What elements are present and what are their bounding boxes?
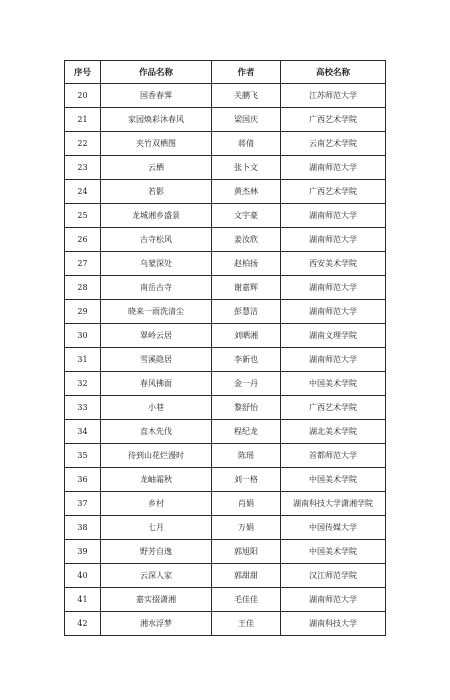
table-body — [65, 84, 386, 636]
university-cell: 湖南科技大学潇湘学院 — [281, 492, 386, 516]
work-title-cell: 云深人家 — [101, 564, 212, 588]
table-row — [65, 84, 386, 108]
table-row — [65, 300, 386, 324]
author-cell: 刘一格 — [212, 468, 281, 492]
author-cell: 彭慧洁 — [212, 300, 281, 324]
table-row — [65, 276, 386, 300]
author-cell: 文宇豪 — [212, 204, 281, 228]
serial-number-cell: 38 — [65, 516, 101, 540]
header-work-title: 作品名称 — [101, 61, 212, 84]
author-cell: 万娟 — [212, 516, 281, 540]
work-title-cell: 翠岭云居 — [101, 324, 212, 348]
serial-number-cell: 42 — [65, 612, 101, 636]
table-row — [65, 348, 386, 372]
university-cell: 中国美术学院 — [281, 540, 386, 564]
author-cell: 蒋倩 — [212, 132, 281, 156]
author-cell: 梁国庆 — [212, 108, 281, 132]
author-cell: 黎舒怡 — [212, 396, 281, 420]
serial-number-cell: 26 — [65, 228, 101, 252]
table-header-row — [65, 61, 386, 84]
serial-number-cell: 30 — [65, 324, 101, 348]
serial-number-cell: 22 — [65, 132, 101, 156]
author-cell: 毛佳佳 — [212, 588, 281, 612]
author-cell: 姜汝欣 — [212, 228, 281, 252]
author-cell: 刘晒湘 — [212, 324, 281, 348]
serial-number-cell: 23 — [65, 156, 101, 180]
university-cell: 首都师范大学 — [281, 444, 386, 468]
work-title-cell: 古寺松风 — [101, 228, 212, 252]
serial-number-cell: 41 — [65, 588, 101, 612]
university-cell: 湖南文理学院 — [281, 324, 386, 348]
table-row — [65, 444, 386, 468]
work-title-cell: 家园焕彩沐春风 — [101, 108, 212, 132]
header-university: 高校名称 — [281, 61, 386, 84]
author-cell: 金一丹 — [212, 372, 281, 396]
university-cell: 江苏师范大学 — [281, 84, 386, 108]
serial-number-cell: 34 — [65, 420, 101, 444]
author-cell: 赵柏扬 — [212, 252, 281, 276]
table-row — [65, 492, 386, 516]
university-cell: 中国美术学院 — [281, 372, 386, 396]
university-cell: 湖南师范大学 — [281, 348, 386, 372]
university-cell: 云南艺术学院 — [281, 132, 386, 156]
serial-number-cell: 29 — [65, 300, 101, 324]
author-cell: 郭甜甜 — [212, 564, 281, 588]
university-cell: 中国传媒大学 — [281, 516, 386, 540]
author-cell: 谢嘉辉 — [212, 276, 281, 300]
university-cell: 广西艺术学院 — [281, 108, 386, 132]
serial-number-cell: 40 — [65, 564, 101, 588]
table-row — [65, 468, 386, 492]
university-cell: 广西艺术学院 — [281, 180, 386, 204]
work-title-cell: 湘水浮梦 — [101, 612, 212, 636]
university-cell: 湖南科技大学 — [281, 612, 386, 636]
author-cell: 王佳 — [212, 612, 281, 636]
university-cell: 中国美术学院 — [281, 468, 386, 492]
serial-number-cell: 28 — [65, 276, 101, 300]
work-title-cell: 国香春霁 — [101, 84, 212, 108]
work-title-cell: 七月 — [101, 516, 212, 540]
university-cell: 湖南师范大学 — [281, 588, 386, 612]
table-row — [65, 372, 386, 396]
work-title-cell: 乡村 — [101, 492, 212, 516]
author-cell: 张卜文 — [212, 156, 281, 180]
work-title-cell: 雪溪隐居 — [101, 348, 212, 372]
work-title-cell: 龙岫霜秋 — [101, 468, 212, 492]
university-cell: 广西艺术学院 — [281, 396, 386, 420]
table-row — [65, 108, 386, 132]
table-row — [65, 540, 386, 564]
table-row — [65, 180, 386, 204]
author-cell: 李新也 — [212, 348, 281, 372]
university-cell: 汉江师范学院 — [281, 564, 386, 588]
serial-number-cell: 27 — [65, 252, 101, 276]
table-row — [65, 156, 386, 180]
university-cell: 湖南师范大学 — [281, 204, 386, 228]
author-cell: 肖娟 — [212, 492, 281, 516]
author-cell: 陈瑶 — [212, 444, 281, 468]
work-title-cell: 待到山花烂漫时 — [101, 444, 212, 468]
table-row — [65, 132, 386, 156]
university-cell: 湖南师范大学 — [281, 228, 386, 252]
serial-number-cell: 33 — [65, 396, 101, 420]
work-title-cell: 南岳古寺 — [101, 276, 212, 300]
work-title-cell: 乌蒙深处 — [101, 252, 212, 276]
award-list-table — [64, 60, 386, 636]
table-row — [65, 612, 386, 636]
work-title-cell: 嘉实掇潇湘 — [101, 588, 212, 612]
serial-number-cell: 31 — [65, 348, 101, 372]
serial-number-cell: 35 — [65, 444, 101, 468]
header-author: 作者 — [212, 61, 281, 84]
header-serial-number: 序号 — [65, 61, 101, 84]
university-cell: 湖南师范大学 — [281, 276, 386, 300]
table-row — [65, 588, 386, 612]
author-cell: 程纪龙 — [212, 420, 281, 444]
university-cell: 湖北美术学院 — [281, 420, 386, 444]
author-cell: 黄杰林 — [212, 180, 281, 204]
table-row — [65, 204, 386, 228]
serial-number-cell: 25 — [65, 204, 101, 228]
table-row — [65, 396, 386, 420]
work-title-cell: 小巷 — [101, 396, 212, 420]
table-row — [65, 516, 386, 540]
university-cell: 湖南师范大学 — [281, 300, 386, 324]
university-cell: 西安美术学院 — [281, 252, 386, 276]
serial-number-cell: 21 — [65, 108, 101, 132]
work-title-cell: 直木先伐 — [101, 420, 212, 444]
serial-number-cell: 32 — [65, 372, 101, 396]
serial-number-cell: 24 — [65, 180, 101, 204]
author-cell: 郭旭阳 — [212, 540, 281, 564]
table-row — [65, 228, 386, 252]
table-header — [65, 61, 386, 84]
serial-number-cell: 39 — [65, 540, 101, 564]
work-title-cell: 晓来一雨洗清尘 — [101, 300, 212, 324]
table-row — [65, 564, 386, 588]
serial-number-cell: 20 — [65, 84, 101, 108]
table-row — [65, 420, 386, 444]
table-row — [65, 252, 386, 276]
work-title-cell: 春风拂面 — [101, 372, 212, 396]
serial-number-cell: 36 — [65, 468, 101, 492]
university-cell: 湖南师范大学 — [281, 156, 386, 180]
serial-number-cell: 37 — [65, 492, 101, 516]
work-title-cell: 云栖 — [101, 156, 212, 180]
author-cell: 关鹏飞 — [212, 84, 281, 108]
work-title-cell: 若影 — [101, 180, 212, 204]
work-title-cell: 夹竹双栖图 — [101, 132, 212, 156]
work-title-cell: 龙城湘乡盛景 — [101, 204, 212, 228]
work-title-cell: 野芳自逸 — [101, 540, 212, 564]
table-row — [65, 324, 386, 348]
